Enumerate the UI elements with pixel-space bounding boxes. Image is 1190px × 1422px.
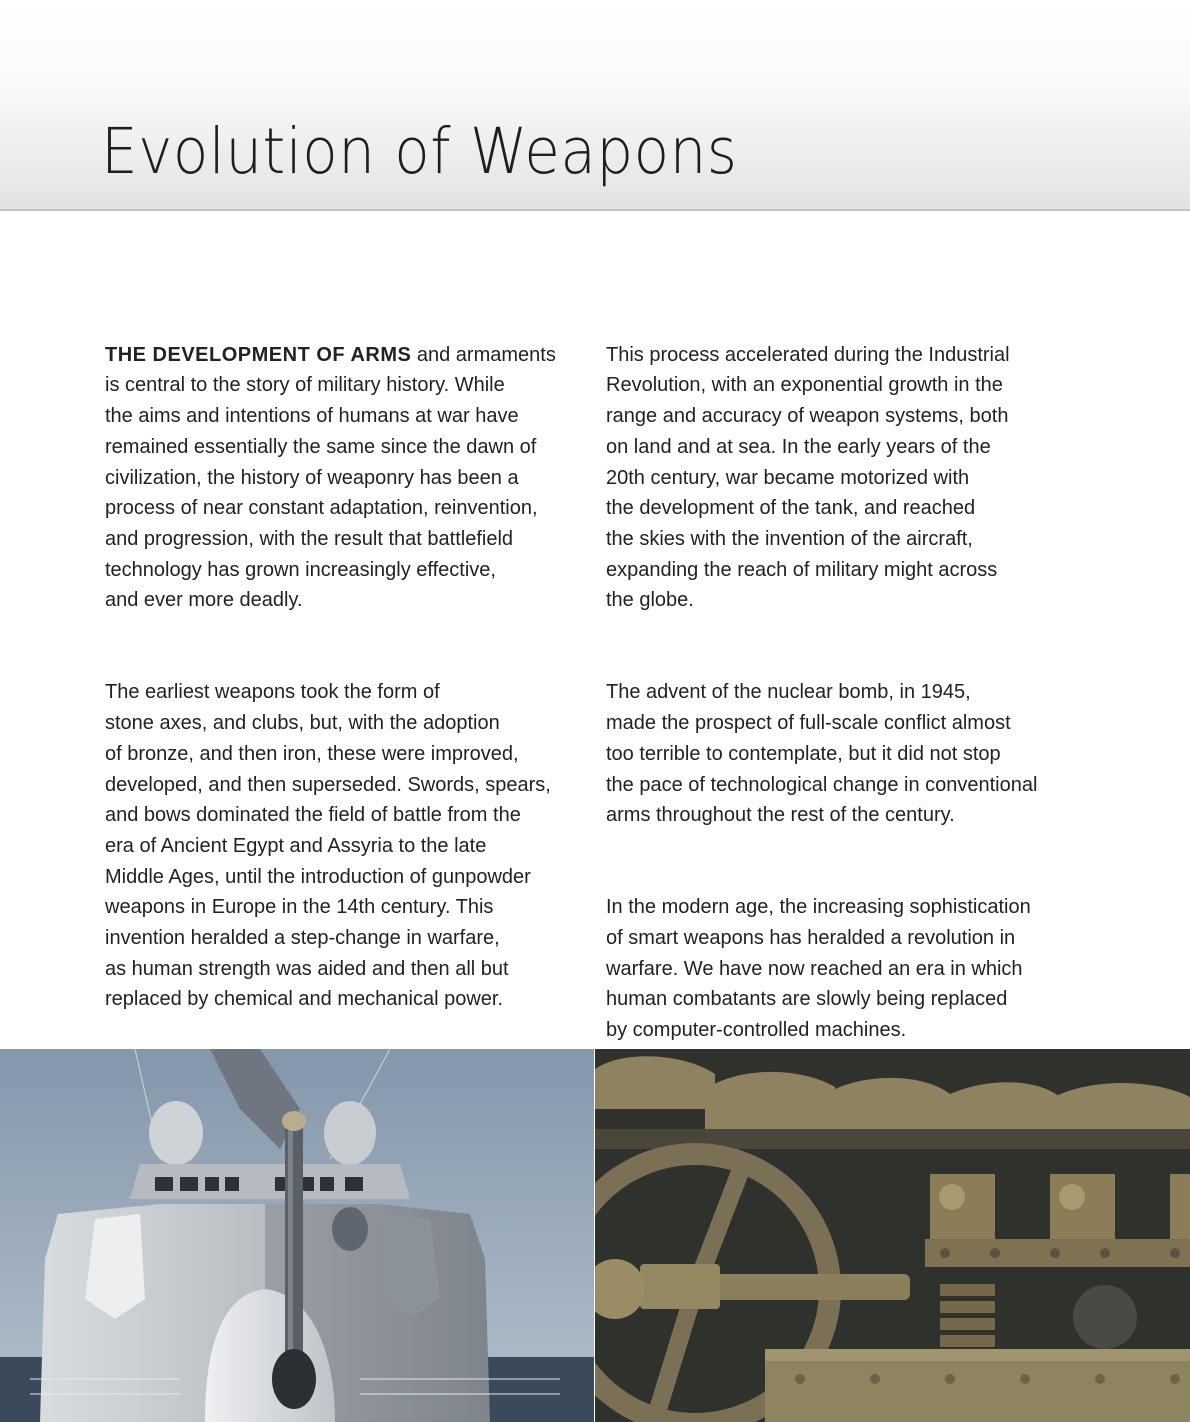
gun-barrel-highlight (288, 1119, 293, 1369)
page-title: Evolution of Weapons (101, 115, 738, 188)
lead-in: THE DEVELOPMENT OF ARMS (105, 343, 412, 366)
radar-array-right (380, 1214, 440, 1317)
gun-mantlet (272, 1349, 316, 1409)
paragraph-early-weapons: The earliest weapons took the form of stone axes, and clubs, but, with the adoption of bronze, and then iron, these were improved, developed, and then superseded. Swords, spears, and bows dominated the field of battle from the era of Ancient Egypt and Assyria to the late Middle Ages, until the introduction of gunpowder weapons in Europe in the 14th century. This invention heralded a step-change in warfare, as human strength was aided and then all but replaced by chemical and mechanical power. (105, 681, 551, 1011)
road-wheel-hub (1073, 1285, 1137, 1349)
header-band (0, 0, 1190, 211)
warship-illustration (0, 1049, 594, 1422)
hull-ledge (765, 1349, 1190, 1361)
radome-right (324, 1101, 376, 1165)
lower-hull (765, 1354, 1190, 1422)
text-column-left (105, 309, 595, 1077)
paragraph-industrial: This process accelerated during the Industrial Revolution, with an exponential growth in the range and accuracy of weapon systems, both on land and at sea. In the early years of the 20th century, war became motorized with the development of the tank, and reached the skies with the invention of the aircraft, expanding the reach of military might across the globe. (606, 343, 1010, 612)
tank-illustration (595, 1049, 1190, 1422)
paragraph-modern: In the modern age, the increasing sophistication of smart weapons has heralded a revolution in warfare. We have now reached an era in which human combatants are slowly being replaced by computer-controlled machines. (606, 896, 1031, 1042)
radar-array-left (85, 1214, 145, 1319)
sensor-dish (332, 1207, 368, 1251)
rod-coupling (640, 1264, 720, 1309)
intro-text: and armaments is central to the story of military history. While the aims and intentions of humans at war have remained essentially the same since the dawn of civilization, the history of weaponry has been a process of near constant adaptation, reinvention, and progression, with the result that battlefield technology has grown increasingly effective, and ever more deadly. (105, 343, 556, 612)
warship-photo (0, 1049, 594, 1422)
paragraph-nuclear: The advent of the nuclear bomb, in 1945, made the prospect of full-scale conflict almost too terrible to contemplate, but it did not stop the pace of technological change in conventional arms throughout the rest of the century. (606, 681, 1038, 827)
radome-left (149, 1101, 203, 1165)
text-column-right (606, 309, 1086, 1107)
intro-paragraph (105, 340, 595, 616)
muzzle (282, 1111, 306, 1131)
tank-track-photo (595, 1049, 1190, 1422)
gun-barrel (285, 1119, 303, 1369)
